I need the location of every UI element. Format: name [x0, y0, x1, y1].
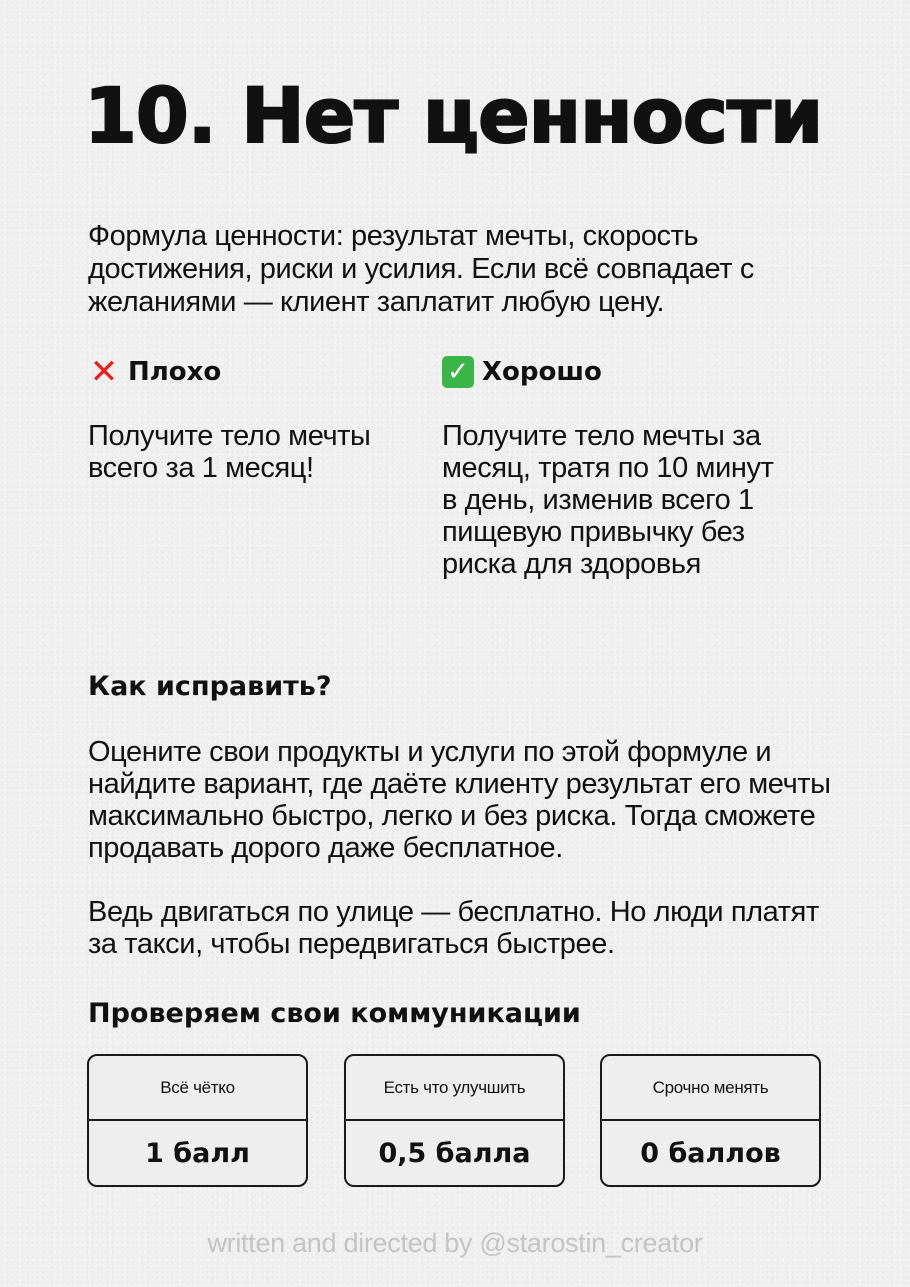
good-heading-label: Хорошо — [482, 357, 602, 387]
bad-example-text: Получите тело мечты всего за 1 месяц! — [88, 420, 371, 484]
bad-heading — [88, 352, 222, 392]
score-card-clear — [87, 1054, 308, 1187]
cross-mark-icon: ✕ — [89, 352, 119, 392]
score-card-value: 0,5 балла — [378, 1137, 531, 1169]
footer-credit: written and directed by @starostin_creator — [207, 1228, 703, 1258]
fix-paragraph-1: Оцените свои продукты и услуги по этой формуле и найдите вариант, где даёте клиенту результат его мечты максимально быстро, легко и без риска. Тогда сможете продавать дорого даже бесплатное. — [88, 736, 831, 864]
check-mark-button-icon: ✓ — [442, 356, 474, 388]
good-example-text: Получите тело мечты за месяц, тратя по 10 минут в день, изменив всего 1 пищевую привычку без риска для здоровья — [442, 420, 774, 580]
good-heading — [442, 355, 602, 389]
score-card-value: 0 баллов — [640, 1137, 781, 1169]
bad-heading-label: Плохо — [128, 357, 222, 387]
score-card-value: 1 балл — [145, 1137, 250, 1169]
score-cards — [0, 1054, 910, 1188]
score-card-label: Есть что улучшить — [346, 1056, 563, 1121]
score-card-label: Срочно менять — [602, 1056, 819, 1121]
fix-paragraph-2: Ведь двигаться по улице — бесплатно. Но люди платят за такси, чтобы передвигаться быстрее. — [88, 896, 819, 960]
fix-heading: Как исправить? — [88, 671, 332, 702]
page-title: 10. Нет ценности — [84, 71, 823, 160]
score-card-change — [600, 1054, 821, 1187]
intro-paragraph: Формула ценности: результат мечты, скорость достижения, риски и усилия. Если всё совпадает с желаниями — клиент заплатит любую цену. — [88, 220, 754, 318]
check-heading: Проверяем свои коммуникации — [88, 998, 581, 1029]
score-card-label: Всё чётко — [89, 1056, 306, 1121]
score-card-improve — [344, 1054, 565, 1187]
